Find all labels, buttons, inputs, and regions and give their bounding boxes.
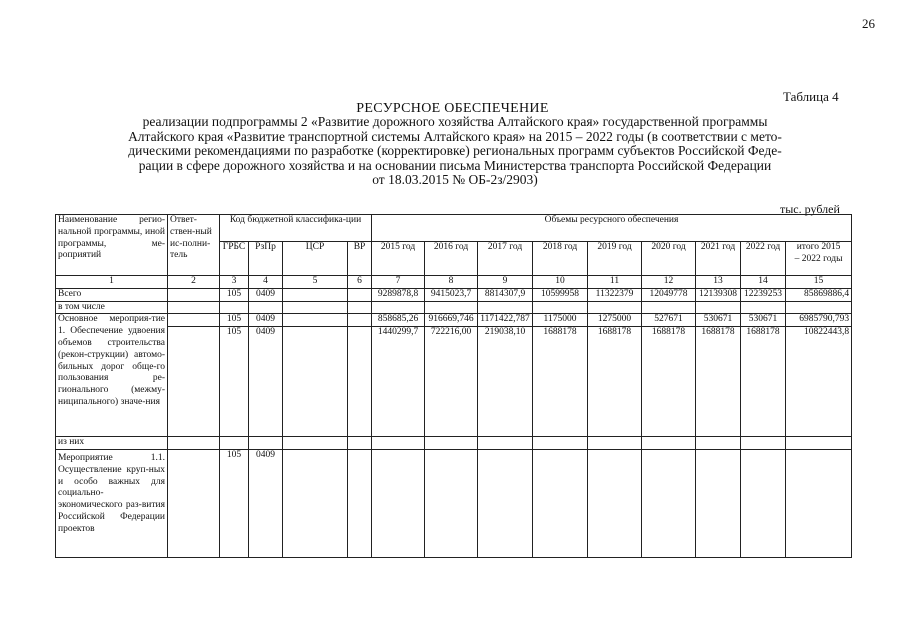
row-label: Всего [56, 288, 168, 301]
column-number: 14 [741, 276, 786, 289]
header-year: 2015 год [372, 242, 425, 276]
header-code: РзПр [249, 242, 283, 276]
document-subtitle [60, 115, 850, 188]
row-grbs: 105 [220, 314, 249, 327]
value-cell: 6985790,793 [786, 314, 852, 327]
column-number: 10 [533, 276, 588, 289]
column-number: 12 [642, 276, 696, 289]
row-vr [348, 449, 372, 557]
column-number: 7 [372, 276, 425, 289]
value-cell: 11322379 [588, 288, 642, 301]
header-code: ГРБС [220, 242, 249, 276]
row-csr [283, 314, 348, 327]
row-executor [168, 288, 220, 301]
value-cell: 1688178 [642, 327, 696, 437]
value-cell: 219038,10 [478, 327, 533, 437]
value-cell: 530671 [741, 314, 786, 327]
row-grbs: 105 [220, 288, 249, 301]
value-cell: 1175000 [533, 314, 588, 327]
row-rzpr: 0409 [249, 449, 283, 557]
value-cell: 1171422,787 [478, 314, 533, 327]
value-cell: 858685,26 [372, 314, 425, 327]
value-cell: 1688178 [696, 327, 741, 437]
table-row-event-1-1 [56, 449, 852, 557]
document-title: РЕСУРСНОЕ ОБЕСПЕЧЕНИЕ [356, 101, 549, 116]
units-label: тыс. рублей [780, 202, 840, 216]
value-cell: 10822443,8 [786, 327, 852, 437]
value-cell: 722216,00 [425, 327, 478, 437]
value-cell: 530671 [696, 314, 741, 327]
header-year: 2022 год [741, 242, 786, 276]
header-year: 2020 год [642, 242, 696, 276]
value-cell: 10599958 [533, 288, 588, 301]
value-cell: 8814307,9 [478, 288, 533, 301]
column-number: 15 [786, 276, 852, 289]
header-code: ЦСР [283, 242, 348, 276]
row-executor [168, 314, 220, 327]
row-csr [283, 449, 348, 557]
row-label-main-event: Основное мероприя-тие 1. Обеспечение удвоения объемов строительства (рекон-струкции) автомо-бильных дорог обще-го пользования ре-гионального (межму-ниципального) значе-ния [56, 314, 168, 437]
table-row-including [56, 301, 852, 314]
table-row-of-them [56, 437, 852, 450]
value-cell: 527671 [642, 314, 696, 327]
row-rzpr: 0409 [249, 288, 283, 301]
subtitle-line: рации в сфере дорожного хозяйства и на основании письма Министерства транспорта Российской Федерации [138, 157, 772, 173]
value-cell [425, 449, 478, 557]
subtitle-line: от 18.03.2015 № ОБ-2з/2903) [372, 172, 538, 187]
value-cell [741, 449, 786, 557]
row-executor [168, 449, 220, 557]
row-rzpr: 0409 [249, 327, 283, 437]
row-executor [168, 327, 220, 437]
value-cell: 9415023,7 [425, 288, 478, 301]
value-cell [696, 449, 741, 557]
subtitle-line: дическими рекомендациями по разработке (корректировке) региональных программ субъектов Российской Феде- [128, 143, 782, 158]
header-year-total: итого 2015 – 2022 годы [786, 242, 852, 276]
resource-table [55, 214, 852, 558]
column-number: 6 [348, 276, 372, 289]
row-label: из них [56, 437, 168, 450]
value-cell [372, 449, 425, 557]
header-year: 2019 год [588, 242, 642, 276]
row-vr [348, 288, 372, 301]
value-cell: 12139308 [696, 288, 741, 301]
row-csr [283, 327, 348, 437]
header-year: 2016 год [425, 242, 478, 276]
value-cell: 916669,746 [425, 314, 478, 327]
value-cell: 85869886,4 [786, 288, 852, 301]
row-label-event-1-1: Мероприятие 1.1. Осуществление круп-ных и особо важных для социально-экономического раз-вития Российской Федерации проектов [56, 449, 168, 557]
value-cell [588, 449, 642, 557]
value-cell: 1440299,7 [372, 327, 425, 437]
value-cell: 1688178 [741, 327, 786, 437]
row-grbs: 105 [220, 327, 249, 437]
column-number: 11 [588, 276, 642, 289]
row-vr [348, 314, 372, 327]
header-year: 2018 год [533, 242, 588, 276]
value-cell: 1275000 [588, 314, 642, 327]
header-year: 2021 год [696, 242, 741, 276]
column-number: 8 [425, 276, 478, 289]
subtitle-line: реализации подпрограммы 2 «Развитие дорожного хозяйства Алтайского края» государственной программы [142, 114, 768, 129]
column-number-row [56, 276, 852, 289]
row-grbs: 105 [220, 449, 249, 557]
value-cell [786, 449, 852, 557]
header-name: Наименование регио-нальной программы, иной программы, ме-роприятий [56, 215, 168, 276]
value-cell: 1688178 [533, 327, 588, 437]
page-number: 26 [862, 16, 875, 31]
value-cell: 12239253 [741, 288, 786, 301]
column-number: 2 [168, 276, 220, 289]
header-executor: Ответ-ствен-ный ис-полни-тель [168, 215, 220, 276]
subtitle-line: Алтайского края «Развитие транспортной системы Алтайского края» на 2015 – 2022 годы (в соответствии с мето- [128, 128, 782, 144]
column-number: 1 [56, 276, 168, 289]
row-rzpr: 0409 [249, 314, 283, 327]
table-row-main-event-a [56, 314, 852, 327]
value-cell [478, 449, 533, 557]
row-csr [283, 288, 348, 301]
header-code: ВР [348, 242, 372, 276]
value-cell: 12049778 [642, 288, 696, 301]
column-number: 4 [249, 276, 283, 289]
value-cell [533, 449, 588, 557]
column-number: 13 [696, 276, 741, 289]
value-cell: 9289878,8 [372, 288, 425, 301]
row-vr [348, 327, 372, 437]
header-budget-code: Код бюджетной классифика-ции [220, 215, 372, 242]
column-number: 5 [283, 276, 348, 289]
table-row-total [56, 288, 852, 301]
row-label: в том числе [56, 301, 168, 314]
header-row [56, 215, 852, 242]
header-volumes: Объемы ресурсного обеспечения [372, 215, 852, 242]
column-number: 9 [478, 276, 533, 289]
table-number: Таблица 4 [783, 89, 839, 104]
value-cell: 1688178 [588, 327, 642, 437]
value-cell [642, 449, 696, 557]
header-year: 2017 год [478, 242, 533, 276]
table-row-main-event-b [56, 327, 852, 437]
column-number: 3 [220, 276, 249, 289]
